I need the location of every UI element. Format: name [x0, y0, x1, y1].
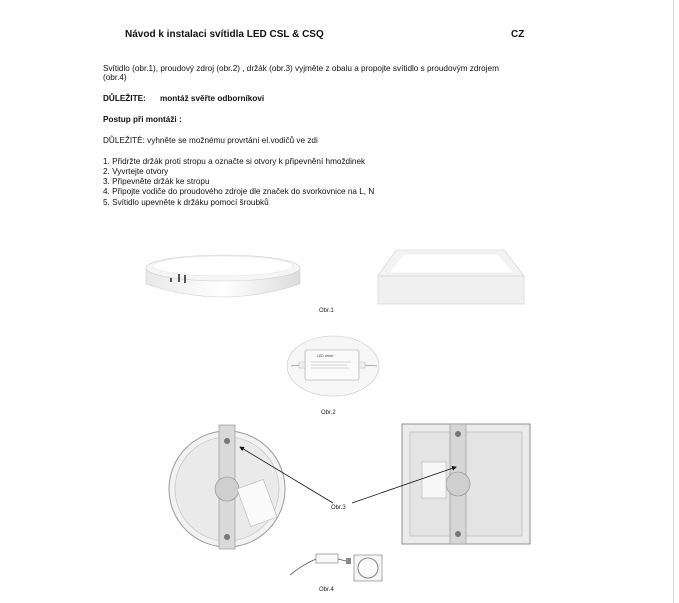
intro-line-2: (obr.4) [103, 73, 127, 82]
step-1: 1. Přidržte držák proti stropu a označte si otvory k připevnění hmoždinek [103, 157, 366, 166]
document-title: Návod k instalaci svítidla LED CSL & CSQ [125, 29, 324, 40]
important-text: montáž svěřte odborníkovi [160, 94, 265, 103]
step-3: 3. Připevněte držák ke stropu [103, 177, 210, 186]
language-code: CZ [511, 29, 525, 40]
step-2: 2. Vyvrtejte otvory [103, 167, 169, 176]
important-label: DŮLEŽITE: [103, 94, 146, 103]
caption-fig4: Obr.4 [319, 587, 334, 593]
important-note: DŮLEŽITÉ: vyhněte se možnému provrtání el.vodičů ve zdi [103, 136, 318, 145]
caption-fig3: Obr.3 [331, 505, 346, 511]
step-4: 4. Připojte vodiče do proudového zdroje dle značek do svorkovnice na L, N [103, 187, 375, 196]
caption-fig2: Obr.2 [321, 410, 336, 416]
procedure-heading: Postup při montáži : [103, 115, 182, 124]
caption-fig1: Obr.1 [319, 308, 334, 314]
driver-label: LED driver [317, 354, 334, 358]
intro-line-1: Svítidlo (obr.1), proudový zdroj (obr.2) , držák (obr.3) vyjměte z obalu a propojte svítidlo s proudovým zdrojem [103, 64, 499, 73]
connection-diagram-image [288, 551, 388, 585]
step-5: 5. Svítidlo upevněte k držáku pomocí šroubků [103, 198, 269, 207]
